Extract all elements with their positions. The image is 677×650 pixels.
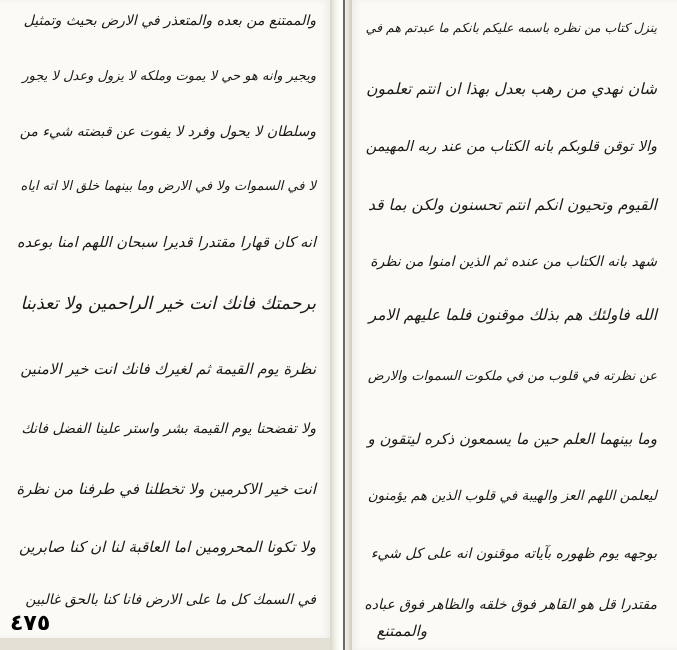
left-page: [0, 0, 330, 638]
right-line-9: ليعلمن اللهم العز والهيبة في قلوب الذين هم يؤمنون: [367, 488, 657, 504]
left-page-bottom-edge: [0, 638, 330, 650]
left-line-1: والممتنع من بعده والمتعذر في الارض بحيث وتمثيل: [23, 13, 316, 29]
right-line-2: شان نهدي من رهب بعدل بهذا ان انتم تعلمون: [366, 80, 657, 98]
left-line-7: نظرة يوم القيمة ثم لغيرك فانك انت خير الامنين: [20, 360, 316, 378]
left-line-3: وسلطان لا يحول وفرد لا يفوت عن قبضته شيء من: [19, 124, 316, 140]
left-line-2: ويجير وانه هو حي لا يموت وملكه لا يزول وعدل لا يجور: [22, 69, 316, 84]
left-line-6: برحمتك فانك انت خير الراحمين ولا تعذبنا: [20, 294, 316, 314]
right-line-1: ينزل كتاب من نظره باسمه عليكم بانكم ما عبدتم هم في: [365, 20, 657, 35]
right-line-10: بوجهه يوم ظهوره بآياته موقنون انه على كل شيء: [370, 546, 657, 562]
right-line-6: الله فاولئك هم بذلك موقنون فلما عليهم الامر: [368, 306, 657, 324]
left-line-5: انه كان قهارا مقتدرا قديرا سبحان اللهم امنا بوعده: [17, 235, 316, 251]
right-line-4: القيوم وتحيون انكم انتم تحسنون ولكن بما قد: [368, 196, 657, 214]
left-line-4: لا في السموات ولا في الارض وما بينهما خلق الا اته اياه: [20, 179, 316, 194]
gutter-fold-line: [343, 0, 345, 650]
left-line-9: انت خير الاكرمين ولا تخطلنا في طرفنا من نظرة: [16, 480, 316, 498]
page-number: ٤٧٥: [10, 611, 51, 636]
left-line-10: ولا تكونا المحرومين اما العاقبة لنا ان كنا صابرين: [19, 538, 316, 556]
right-page: [352, 0, 677, 650]
right-line-11: مقتدرا قل هو القاهر فوق خلقه والظاهر فوق عباده: [364, 597, 657, 613]
left-line-8: ولا تفضحنا يوم القيمة بشر واستر علينا الفضل فانك: [21, 421, 316, 437]
right-line-5: شهد بانه الكتاب من عنده ثم الذين امنوا من نظرة: [370, 254, 657, 270]
book-gutter: [330, 0, 352, 650]
right-line-7: عن نظرته في قلوب من في ملكوت السموات والارض: [367, 369, 657, 384]
right-catchword: والممتنع: [376, 622, 427, 640]
right-line-3: والا توقن قلوبكم بانه الكتاب من عند ربه المهيمن: [365, 139, 657, 155]
right-line-8: وما بينهما العلم حين ما يسمعون ذكره ليتقون و: [367, 430, 657, 448]
left-line-11: في السمك كل ما على الارض فانا كنا بالحق غالبين: [25, 592, 316, 608]
